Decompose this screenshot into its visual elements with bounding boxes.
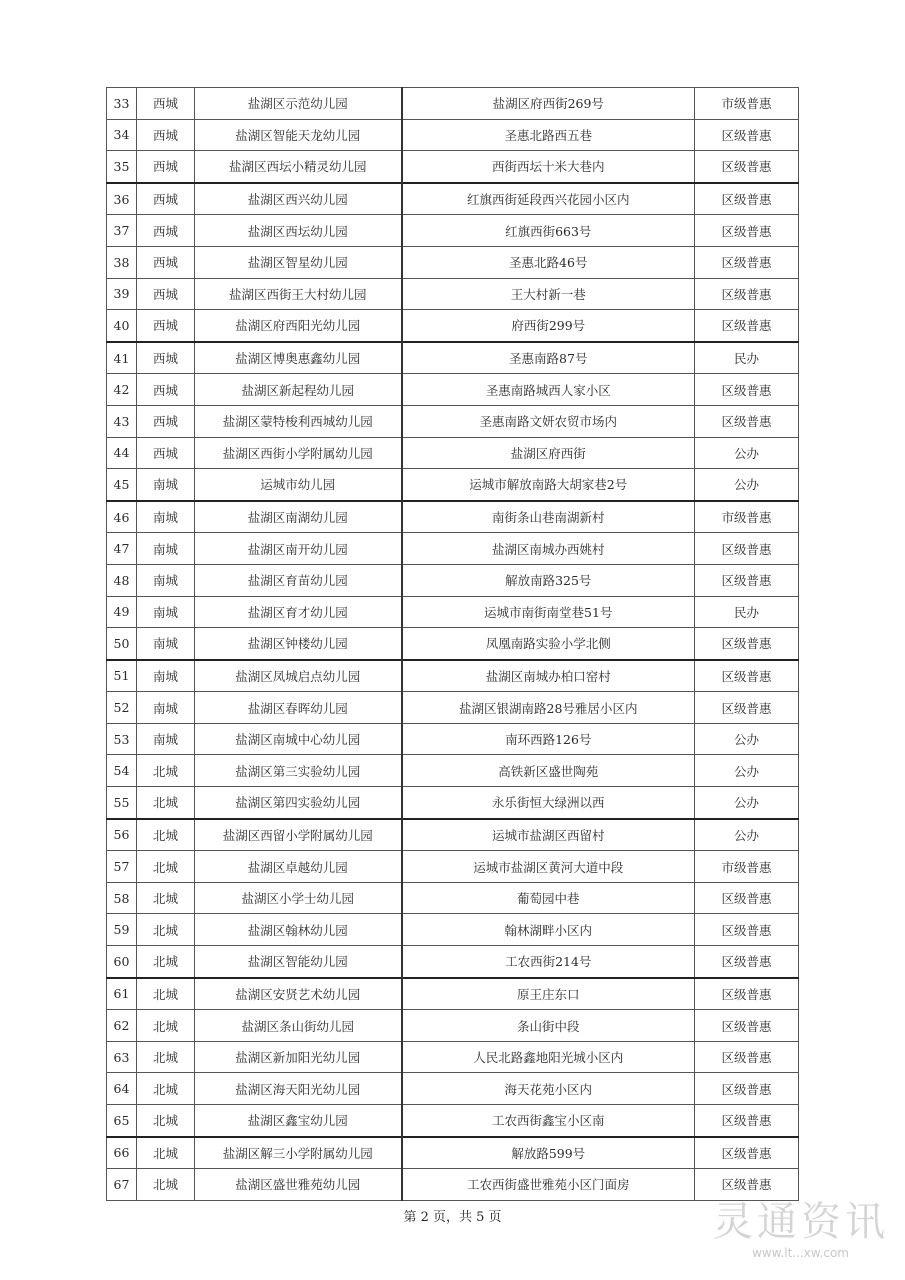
cell-kindergarten-name: 盐湖区翰林幼儿园 [195, 914, 402, 946]
cell-kindergarten-name: 盐湖区府西阳光幼儿园 [195, 310, 402, 342]
cell-address: 南环西路126号 [402, 723, 695, 755]
cell-district: 西城 [137, 405, 195, 437]
cell-number: 59 [107, 914, 137, 946]
table-row [107, 819, 799, 851]
cell-district: 西城 [137, 88, 195, 120]
cell-kindergarten-name: 盐湖区南开幼儿园 [195, 533, 402, 565]
cell-district: 西城 [137, 119, 195, 151]
cell-district: 北城 [137, 1169, 195, 1201]
cell-number: 56 [107, 819, 137, 851]
cell-district: 西城 [137, 374, 195, 406]
cell-kindergarten-name: 盐湖区凤城启点幼儿园 [195, 660, 402, 692]
table-row [107, 374, 799, 406]
cell-number: 52 [107, 692, 137, 724]
cell-address: 人民北路鑫地阳光城小区内 [402, 1041, 695, 1073]
table-row [107, 246, 799, 278]
table-row [107, 501, 799, 533]
cell-district: 北城 [137, 1105, 195, 1137]
table-row [107, 596, 799, 628]
cell-number: 43 [107, 405, 137, 437]
cell-district: 北城 [137, 787, 195, 819]
cell-address: 圣惠北路西五巷 [402, 119, 695, 151]
cell-kindergarten-name: 盐湖区西留小学附属幼儿园 [195, 819, 402, 851]
cell-type: 区级普惠 [695, 1041, 799, 1073]
cell-district: 南城 [137, 723, 195, 755]
kindergarten-table [106, 87, 799, 1201]
cell-address: 葡萄园中巷 [402, 882, 695, 914]
cell-number: 40 [107, 310, 137, 342]
cell-district: 南城 [137, 469, 195, 501]
cell-district: 西城 [137, 183, 195, 215]
table-body [107, 88, 799, 1201]
cell-type: 区级普惠 [695, 533, 799, 565]
cell-type: 民办 [695, 342, 799, 374]
cell-district: 北城 [137, 1137, 195, 1169]
cell-type: 区级普惠 [695, 1105, 799, 1137]
cell-kindergarten-name: 盐湖区小学士幼儿园 [195, 882, 402, 914]
cell-number: 67 [107, 1169, 137, 1201]
cell-number: 35 [107, 151, 137, 183]
cell-kindergarten-name: 盐湖区南湖幼儿园 [195, 501, 402, 533]
cell-type: 区级普惠 [695, 405, 799, 437]
cell-address: 工农西街盛世雅苑小区门面房 [402, 1169, 695, 1201]
cell-district: 西城 [137, 437, 195, 469]
table-row [107, 1137, 799, 1169]
cell-number: 66 [107, 1137, 137, 1169]
cell-number: 62 [107, 1010, 137, 1042]
table-row [107, 946, 799, 978]
table-row [107, 88, 799, 120]
cell-type: 区级普惠 [695, 914, 799, 946]
cell-address: 圣惠南路87号 [402, 342, 695, 374]
cell-address: 原王庄东口 [402, 978, 695, 1010]
cell-kindergarten-name: 盐湖区育苗幼儿园 [195, 564, 402, 596]
cell-type: 市级普惠 [695, 851, 799, 883]
table-row [107, 755, 799, 787]
table-row [107, 533, 799, 565]
cell-address: 盐湖区南城办柏口窑村 [402, 660, 695, 692]
cell-type: 公办 [695, 437, 799, 469]
cell-address: 盐湖区银湖南路28号雅居小区内 [402, 692, 695, 724]
cell-district: 南城 [137, 564, 195, 596]
cell-address: 解放南路325号 [402, 564, 695, 596]
cell-number: 48 [107, 564, 137, 596]
cell-address: 圣惠北路46号 [402, 246, 695, 278]
cell-type: 区级普惠 [695, 1169, 799, 1201]
table-row [107, 183, 799, 215]
cell-number: 42 [107, 374, 137, 406]
cell-type: 区级普惠 [695, 1137, 799, 1169]
cell-kindergarten-name: 盐湖区蒙特梭利西城幼儿园 [195, 405, 402, 437]
table-row [107, 978, 799, 1010]
cell-kindergarten-name: 盐湖区示范幼儿园 [195, 88, 402, 120]
cell-number: 44 [107, 437, 137, 469]
table-row [107, 437, 799, 469]
cell-number: 49 [107, 596, 137, 628]
cell-kindergarten-name: 盐湖区新加阳光幼儿园 [195, 1041, 402, 1073]
table-row [107, 151, 799, 183]
cell-kindergarten-name: 盐湖区西街王大村幼儿园 [195, 278, 402, 310]
cell-type: 区级普惠 [695, 151, 799, 183]
cell-kindergarten-name: 盐湖区安贤艺术幼儿园 [195, 978, 402, 1010]
cell-number: 51 [107, 660, 137, 692]
cell-type: 区级普惠 [695, 374, 799, 406]
cell-address: 凤凰南路实验小学北侧 [402, 628, 695, 660]
cell-kindergarten-name: 盐湖区钟楼幼儿园 [195, 628, 402, 660]
cell-type: 公办 [695, 787, 799, 819]
cell-district: 西城 [137, 215, 195, 247]
cell-type: 区级普惠 [695, 564, 799, 596]
cell-number: 38 [107, 246, 137, 278]
cell-number: 37 [107, 215, 137, 247]
cell-type: 区级普惠 [695, 215, 799, 247]
cell-district: 北城 [137, 1073, 195, 1105]
cell-address: 红旗西街延段西兴花园小区内 [402, 183, 695, 215]
table-row [107, 1105, 799, 1137]
cell-number: 54 [107, 755, 137, 787]
cell-number: 46 [107, 501, 137, 533]
cell-number: 33 [107, 88, 137, 120]
cell-district: 西城 [137, 342, 195, 374]
cell-kindergarten-name: 盐湖区条山街幼儿园 [195, 1010, 402, 1042]
cell-kindergarten-name: 盐湖区新起程幼儿园 [195, 374, 402, 406]
cell-type: 民办 [695, 596, 799, 628]
cell-address: 红旗西街663号 [402, 215, 695, 247]
cell-type: 区级普惠 [695, 278, 799, 310]
cell-kindergarten-name: 盐湖区西兴幼儿园 [195, 183, 402, 215]
table-row [107, 342, 799, 374]
cell-kindergarten-name: 盐湖区西坛幼儿园 [195, 215, 402, 247]
cell-district: 北城 [137, 1041, 195, 1073]
watermark-url: www.lt...xw.com [752, 1246, 849, 1260]
cell-number: 60 [107, 946, 137, 978]
cell-type: 区级普惠 [695, 1010, 799, 1042]
cell-number: 64 [107, 1073, 137, 1105]
cell-address: 工农西街鑫宝小区南 [402, 1105, 695, 1137]
cell-number: 57 [107, 851, 137, 883]
cell-type: 区级普惠 [695, 978, 799, 1010]
cell-district: 北城 [137, 946, 195, 978]
table-row [107, 1010, 799, 1042]
cell-district: 南城 [137, 596, 195, 628]
cell-kindergarten-name: 盐湖区第四实验幼儿园 [195, 787, 402, 819]
cell-kindergarten-name: 盐湖区育才幼儿园 [195, 596, 402, 628]
cell-address: 条山街中段 [402, 1010, 695, 1042]
page-number: 第 2 页，共 5 页 [403, 1210, 502, 1225]
cell-type: 区级普惠 [695, 692, 799, 724]
cell-address: 盐湖区府西街 [402, 437, 695, 469]
cell-kindergarten-name: 盐湖区海天阳光幼儿园 [195, 1073, 402, 1105]
cell-kindergarten-name: 运城市幼儿园 [195, 469, 402, 501]
cell-address: 运城市盐湖区西留村 [402, 819, 695, 851]
cell-type: 公办 [695, 755, 799, 787]
cell-district: 西城 [137, 310, 195, 342]
cell-district: 北城 [137, 819, 195, 851]
cell-kindergarten-name: 盐湖区第三实验幼儿园 [195, 755, 402, 787]
cell-address: 府西街299号 [402, 310, 695, 342]
cell-district: 北城 [137, 1010, 195, 1042]
cell-kindergarten-name: 盐湖区智星幼儿园 [195, 246, 402, 278]
cell-district: 北城 [137, 755, 195, 787]
cell-district: 北城 [137, 978, 195, 1010]
cell-district: 南城 [137, 692, 195, 724]
cell-type: 区级普惠 [695, 119, 799, 151]
cell-kindergarten-name: 盐湖区鑫宝幼儿园 [195, 1105, 402, 1137]
cell-type: 区级普惠 [695, 310, 799, 342]
cell-number: 63 [107, 1041, 137, 1073]
cell-kindergarten-name: 盐湖区卓越幼儿园 [195, 851, 402, 883]
table-row [107, 660, 799, 692]
cell-district: 北城 [137, 851, 195, 883]
cell-type: 区级普惠 [695, 1073, 799, 1105]
watermark-logo-text: 灵通资讯 [713, 1199, 889, 1245]
cell-address: 王大村新一巷 [402, 278, 695, 310]
cell-district: 南城 [137, 660, 195, 692]
cell-kindergarten-name: 盐湖区智能幼儿园 [195, 946, 402, 978]
cell-kindergarten-name: 盐湖区西坛小精灵幼儿园 [195, 151, 402, 183]
cell-number: 34 [107, 119, 137, 151]
cell-type: 公办 [695, 819, 799, 851]
table-row [107, 469, 799, 501]
table-row [107, 278, 799, 310]
cell-number: 55 [107, 787, 137, 819]
cell-number: 50 [107, 628, 137, 660]
cell-type: 区级普惠 [695, 882, 799, 914]
cell-district: 南城 [137, 533, 195, 565]
cell-address: 盐湖区府西街269号 [402, 88, 695, 120]
cell-number: 58 [107, 882, 137, 914]
watermark [713, 1198, 889, 1260]
cell-address: 西街西坛十米大巷内 [402, 151, 695, 183]
cell-address: 高铁新区盛世陶苑 [402, 755, 695, 787]
cell-number: 53 [107, 723, 137, 755]
table-row [107, 628, 799, 660]
table-row [107, 851, 799, 883]
cell-number: 47 [107, 533, 137, 565]
cell-district: 南城 [137, 501, 195, 533]
cell-address: 南街条山巷南湖新村 [402, 501, 695, 533]
cell-kindergarten-name: 盐湖区春晖幼儿园 [195, 692, 402, 724]
cell-number: 65 [107, 1105, 137, 1137]
cell-district: 西城 [137, 151, 195, 183]
cell-address: 工农西街214号 [402, 946, 695, 978]
cell-type: 区级普惠 [695, 660, 799, 692]
cell-address: 运城市南街南堂巷51号 [402, 596, 695, 628]
cell-type: 市级普惠 [695, 501, 799, 533]
cell-type: 公办 [695, 723, 799, 755]
cell-type: 区级普惠 [695, 183, 799, 215]
table-row [107, 215, 799, 247]
table-row [107, 882, 799, 914]
cell-kindergarten-name: 盐湖区盛世雅苑幼儿园 [195, 1169, 402, 1201]
table-row [107, 787, 799, 819]
cell-kindergarten-name: 盐湖区博奥惠鑫幼儿园 [195, 342, 402, 374]
table-row [107, 692, 799, 724]
cell-kindergarten-name: 盐湖区南城中心幼儿园 [195, 723, 402, 755]
cell-address: 永乐街恒大绿洲以西 [402, 787, 695, 819]
cell-address: 盐湖区南城办西姚村 [402, 533, 695, 565]
table-row [107, 914, 799, 946]
cell-type: 市级普惠 [695, 88, 799, 120]
cell-district: 北城 [137, 882, 195, 914]
cell-address: 翰林湖畔小区内 [402, 914, 695, 946]
cell-type: 区级普惠 [695, 628, 799, 660]
cell-address: 运城市盐湖区黄河大道中段 [402, 851, 695, 883]
table-row [107, 1041, 799, 1073]
cell-address: 圣惠南路文妍农贸市场内 [402, 405, 695, 437]
cell-district: 南城 [137, 628, 195, 660]
cell-district: 北城 [137, 914, 195, 946]
cell-number: 61 [107, 978, 137, 1010]
table-row [107, 310, 799, 342]
cell-number: 45 [107, 469, 137, 501]
cell-address: 运城市解放南路大胡家巷2号 [402, 469, 695, 501]
table-row [107, 1073, 799, 1105]
table-row [107, 405, 799, 437]
table-row [107, 119, 799, 151]
cell-number: 41 [107, 342, 137, 374]
cell-district: 西城 [137, 278, 195, 310]
cell-district: 西城 [137, 246, 195, 278]
cell-kindergarten-name: 盐湖区智能天龙幼儿园 [195, 119, 402, 151]
cell-kindergarten-name: 盐湖区西街小学附属幼儿园 [195, 437, 402, 469]
cell-number: 36 [107, 183, 137, 215]
table-row [107, 723, 799, 755]
cell-type: 公办 [695, 469, 799, 501]
cell-address: 解放路599号 [402, 1137, 695, 1169]
table-row [107, 564, 799, 596]
cell-number: 39 [107, 278, 137, 310]
table-row [107, 1169, 799, 1201]
cell-type: 区级普惠 [695, 946, 799, 978]
cell-kindergarten-name: 盐湖区解三小学附属幼儿园 [195, 1137, 402, 1169]
cell-address: 海天花苑小区内 [402, 1073, 695, 1105]
cell-type: 区级普惠 [695, 246, 799, 278]
cell-address: 圣惠南路城西人家小区 [402, 374, 695, 406]
